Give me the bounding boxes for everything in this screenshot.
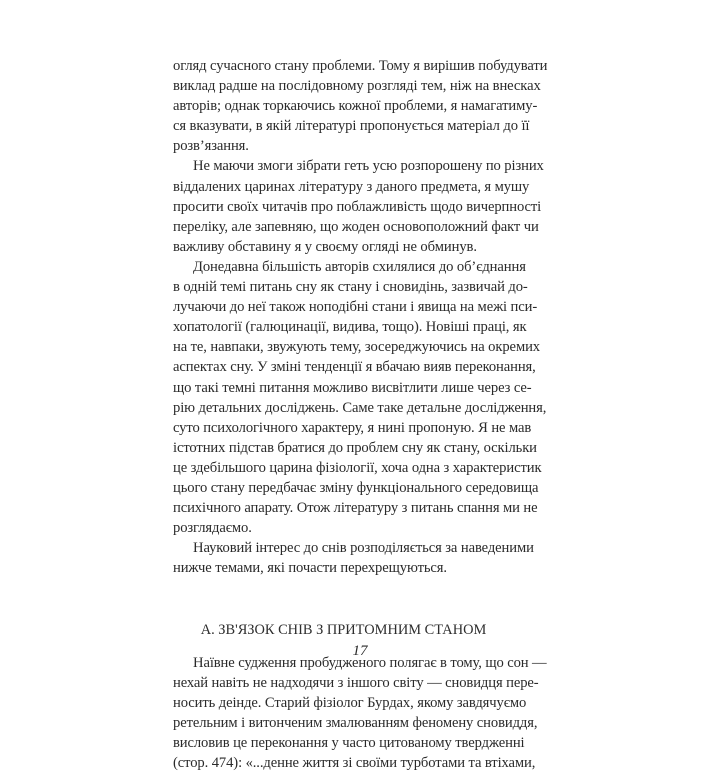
text-line: ретельним і витонченим змалюванням феномену сновиддя, <box>173 714 538 731</box>
text-line: віддалених царинах літературу з даного предмета, я мушу <box>173 178 530 195</box>
text-line: нехай навіть не надходячи з іншого світу — сновидця пере- <box>173 674 539 691</box>
text-line: ся вказувати, в якій літературі пропонується матеріал до її <box>173 118 530 135</box>
text-line: в одній темі питань сну як стану і сновидінь, зазвичай до- <box>173 279 528 296</box>
paragraph-2 <box>173 156 544 256</box>
paragraph-4 <box>173 538 534 578</box>
section-heading: А. ЗВ'ЯЗОК СНІВ З ПРИТОМНИМ СТАНОМ <box>200 622 487 639</box>
text-line: це здебільшого царина фізіології, хоча одна з характеристик <box>173 459 542 476</box>
text-line: на те, навпаки, звужують тему, зосереджуючись на окремих <box>173 339 540 356</box>
text-line: лучаючи до неї також ноподібні стани і явища на межі пси- <box>173 299 538 316</box>
text-line: Наївне судження пробудженого полягає в тому, що сон — <box>193 654 547 671</box>
text-line: істотних підстав братися до проблем сну як стану, оскільки <box>173 439 537 456</box>
text-line: рію детальних досліджень. Саме таке детальне дослідження, <box>173 399 547 416</box>
text-line: психічного апарату. Отож літературу з питань спання ми не <box>173 500 538 517</box>
text-line: просити своїх читачів про поблажливість щодо вичерпності <box>173 198 542 215</box>
text-line: авторів; однак торкаючись кожної проблеми, я намагатиму- <box>173 98 538 115</box>
text-line: розв’язання. <box>173 138 249 155</box>
paragraph-3 <box>173 257 547 538</box>
page-number: 17 <box>352 643 368 659</box>
text-line: (стор. 474): «...денне життя зі своїми турботами та втіхами, <box>173 755 536 771</box>
text-line: Не маючи змоги зібрати геть усю розпорошену по різних <box>193 158 544 175</box>
text-line: виклад радше на послідовному розгляді тем, ніж на внесках <box>173 78 541 95</box>
text-line: важливу обставину я у своєму огляді не обминув. <box>173 238 477 255</box>
text-line: хопатології (галюцинації, видива, тощо). Новіші праці, як <box>173 319 527 336</box>
paragraph-1 <box>173 56 548 156</box>
text-line: розглядаємо. <box>173 520 252 537</box>
text-line: нижче темами, які почасти перехрещуються. <box>173 560 447 577</box>
text-line: висловив це переконання у часто цитованому твердженні <box>173 734 525 751</box>
text-line: суто психологічного характеру, я нині пропоную. Я не мав <box>173 419 532 436</box>
text-line: огляд сучасного стану проблеми. Тому я вирішив побудувати <box>173 58 548 74</box>
book-page-text <box>173 56 548 773</box>
text-line: Науковий інтерес до снів розподіляється за наведеними <box>193 540 534 557</box>
text-line: що такі темні питання можливо висвітлити лише через се- <box>173 379 532 396</box>
text-line: аспектах сну. У зміні тенденції я вбачаю вияв переконання, <box>173 359 536 376</box>
section-paragraph <box>173 653 547 773</box>
text-line: носить деінде. Старий фізіолог Бурдах, якому завдячуємо <box>173 694 527 711</box>
text-line: переліку, але запевняю, що жоден основоположний факт чи <box>173 218 539 235</box>
text-line: Донедавна більшість авторів схилялися до об’єднання <box>193 258 526 275</box>
text-line: цього стану передбачає зміну функціонального середовища <box>173 479 539 496</box>
